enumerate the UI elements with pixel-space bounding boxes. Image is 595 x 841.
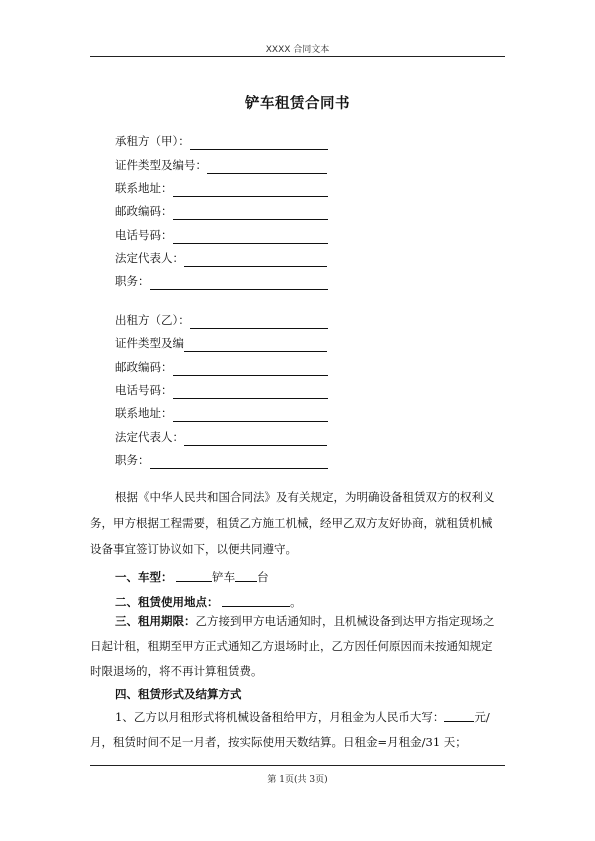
footer-divider bbox=[90, 765, 505, 766]
fill-blank[interactable] bbox=[173, 361, 328, 376]
party-a-address-field bbox=[115, 179, 328, 197]
intro-line: 根据《中华人民共和国合同法》及有关规定，为明确设备租赁双方的权利义 bbox=[115, 490, 495, 504]
party-a-lessee-field bbox=[115, 132, 328, 150]
field-label: 出租方（乙）： bbox=[115, 313, 190, 327]
section-settlement-heading: 四、租赁形式及结算方式 bbox=[115, 687, 242, 701]
fill-blank[interactable] bbox=[150, 275, 328, 290]
section-line: 月，租赁时间不足一月者，按实际使用天数结算。日租金=月租金/31 天； bbox=[90, 735, 467, 749]
field-label: 证件类型及编号： bbox=[115, 158, 207, 172]
fill-blank[interactable] bbox=[190, 135, 328, 150]
section-settlement-paragraph: 1、乙方以月租形式将机械设备租给甲方，月租金为人民币大写： 元/ 月，租赁时间不足一月者，按实际使用天数结算。日租金=月租金/31 天； bbox=[90, 705, 507, 755]
intro-line: 务，甲方根据工程需要，租赁乙方施工机械，经甲乙双方友好协商，就租赁机械 bbox=[90, 516, 493, 530]
fill-blank[interactable] bbox=[173, 229, 328, 244]
section-heading: 一、车型 bbox=[115, 570, 161, 584]
fill-blank[interactable] bbox=[190, 314, 328, 329]
section-heading: 三、租用期限 bbox=[115, 614, 184, 628]
intro-paragraph bbox=[90, 484, 507, 562]
field-label: 证件类型及编 bbox=[115, 336, 184, 350]
header-divider bbox=[90, 56, 505, 57]
field-label: 联系地址： bbox=[115, 406, 173, 420]
intro-line: 设备事宜签订协议如下，以便共同遵守。 bbox=[90, 542, 297, 556]
party-b-representative-field bbox=[115, 428, 327, 446]
party-b-address-field bbox=[115, 404, 328, 422]
fill-blank[interactable] bbox=[173, 182, 328, 197]
page-number: 第 1页(共 3页) bbox=[267, 775, 328, 785]
fill-blank[interactable] bbox=[176, 569, 212, 582]
fill-blank[interactable] bbox=[207, 159, 327, 174]
party-a-phone-field bbox=[115, 226, 328, 244]
party-a-representative-field bbox=[115, 249, 327, 267]
fill-blank[interactable] bbox=[173, 407, 328, 422]
section-rental-period: 三、租用期限：乙方接到甲方电话通知时，且机械设备到达甲方指定现场之 日起计租，租期至甲方正式通知乙方退场时止，乙方因任何原因而未按通知规定 时限退场的，将不再计算租赁费。 bbox=[90, 609, 507, 684]
section-usage-location: 二、租赁使用地点： 。 bbox=[115, 595, 302, 609]
field-label: 承租方（甲）： bbox=[115, 134, 190, 148]
document-title: 铲车租赁合同书 bbox=[245, 95, 350, 112]
running-header: XXXX 合同文本 bbox=[265, 45, 330, 55]
party-a-position-field bbox=[115, 272, 328, 290]
fill-blank[interactable] bbox=[173, 384, 328, 399]
section-line: 时限退场的，将不再计算租赁费。 bbox=[90, 664, 263, 678]
fill-blank[interactable] bbox=[444, 709, 474, 722]
section-line: 日起计租，租期至甲方正式通知乙方退场时止，乙方因任何原因而未按通知规定 bbox=[90, 639, 493, 653]
field-label: 法定代表人： bbox=[115, 430, 184, 444]
field-label: 联系地址： bbox=[115, 181, 173, 195]
field-label: 法定代表人： bbox=[115, 251, 184, 265]
party-b-lessor-field bbox=[115, 311, 328, 329]
party-b-position-field bbox=[115, 451, 328, 469]
fill-blank[interactable] bbox=[184, 337, 327, 352]
field-label: 电话号码： bbox=[115, 383, 173, 397]
fill-blank[interactable] bbox=[235, 569, 257, 582]
party-b-phone-field bbox=[115, 381, 328, 399]
fill-blank[interactable] bbox=[150, 454, 328, 469]
party-a-id-field bbox=[115, 156, 327, 174]
fill-blank[interactable] bbox=[222, 594, 290, 607]
party-b-postcode-field bbox=[115, 358, 328, 376]
section-vehicle-type: 一、车型： 铲车 台 bbox=[115, 570, 269, 584]
fill-blank[interactable] bbox=[184, 431, 327, 446]
section-heading: 二、租赁使用地点 bbox=[115, 595, 207, 609]
party-b-id-field bbox=[115, 334, 327, 352]
fill-blank[interactable] bbox=[184, 252, 327, 267]
field-label: 邮政编码： bbox=[115, 204, 173, 218]
party-a-postcode-field bbox=[115, 202, 328, 220]
field-label: 职务： bbox=[115, 274, 150, 288]
field-label: 职务： bbox=[115, 453, 150, 467]
field-label: 邮政编码： bbox=[115, 360, 173, 374]
fill-blank[interactable] bbox=[173, 205, 328, 220]
field-label: 电话号码： bbox=[115, 228, 173, 242]
